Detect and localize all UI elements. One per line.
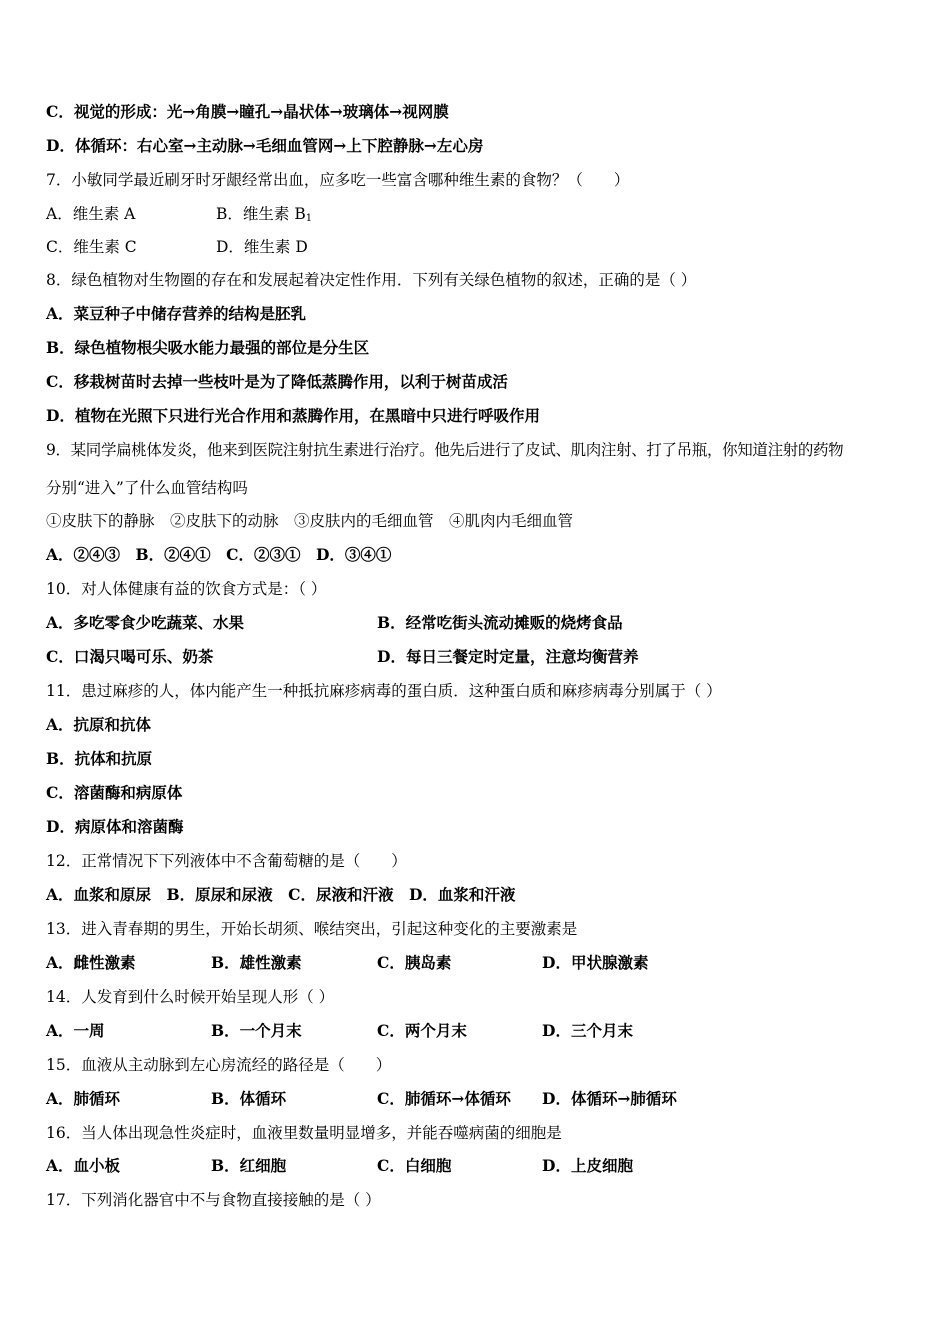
q10-option-c: C．口渴只喝可乐、奶茶 — [46, 647, 214, 666]
q10-option-d: D．每日三餐定时定量，注意均衡营养 — [377, 647, 639, 666]
q7-option-d: D．维生素 D — [216, 238, 308, 256]
q7-option-b-text: B．维生素 B — [216, 205, 306, 223]
q13-option-c: C．胰岛素 — [377, 953, 452, 972]
q15-stem: 15．血液从主动脉到左心房流经的路径是（ ） — [46, 1056, 392, 1074]
q7-option-a: A．维生素 A — [46, 205, 136, 223]
q11-option-d: D．病原体和溶菌酶 — [46, 817, 184, 836]
q14-option-b: B．一个月末 — [211, 1021, 302, 1040]
q13-stem: 13．进入青春期的男生，开始长胡须、喉结突出，引起这种变化的主要激素是 — [46, 920, 578, 938]
q12-stem: 12．正常情况下下列液体中不含葡萄糖的是（ ） — [46, 852, 407, 870]
q8-option-a: A．菜豆种子中储存营养的结构是胚乳 — [46, 304, 307, 323]
q7-option-b-subscript: 1 — [305, 213, 313, 224]
q14-stem: 14．人发育到什么时候开始呈现人形（ ） — [46, 988, 335, 1006]
q6-option-d: D．体循环：右心室→主动脉→毛细血管网→上下腔静脉→左心房 — [46, 136, 484, 155]
q15-option-a: A．肺循环 — [46, 1089, 121, 1108]
q8-option-c: C．移栽树苗时去掉一些枝叶是为了降低蒸腾作用，以利于树苗成活 — [46, 372, 508, 391]
q10-option-b: B．经常吃街头流动摊贩的烧烤食品 — [377, 613, 623, 632]
q11-option-c: C．溶菌酶和病原体 — [46, 783, 183, 802]
q11-option-b: B．抗体和抗原 — [46, 749, 153, 768]
q11-option-a: A．抗原和抗体 — [46, 715, 152, 734]
q9-stem-line2: 分别“进入”了什么血管结构吗 — [46, 479, 248, 497]
q13-option-d: D．甲状腺激素 — [542, 953, 649, 972]
q10-option-a: A．多吃零食少吃蔬菜、水果 — [46, 613, 245, 632]
q15-option-b: B．体循环 — [211, 1089, 287, 1108]
q16-stem: 16．当人体出现急性炎症时，血液里数量明显增多，并能吞噬病菌的细胞是 — [46, 1124, 562, 1142]
q8-option-d: D．植物在光照下只进行光合作用和蒸腾作用，在黑暗中只进行呼吸作用 — [46, 406, 540, 425]
q7-stem: 7．小敏同学最近刷牙时牙龈经常出血，应多吃一些富含哪种维生素的食物？（ ） — [46, 171, 630, 189]
q12-options: A．血浆和原尿 B．原尿和尿液 C．尿液和汗液 D．血浆和汗液 — [46, 885, 516, 904]
q16-option-d: D．上皮细胞 — [542, 1156, 633, 1175]
q9-options: A．②④③ B．②④① C．②③① D．③④① — [46, 545, 392, 564]
q16-option-c: C．白细胞 — [377, 1156, 452, 1175]
q7-option-b — [216, 202, 312, 231]
q13-option-a: A．雌性激素 — [46, 953, 136, 972]
q8-option-b: B．绿色植物根尖吸水能力最强的部位是分生区 — [46, 338, 370, 357]
q7-option-c: C．维生素 C — [46, 238, 137, 256]
q9-items: ①皮肤下的静脉 ②皮肤下的动脉 ③皮肤内的毛细血管 ④肌肉内毛细血管 — [46, 512, 574, 530]
q17-stem: 17．下列消化器官中不与食物直接接触的是（ ） — [46, 1191, 381, 1209]
q14-option-c: C．两个月末 — [377, 1021, 467, 1040]
q16-option-b: B．红细胞 — [211, 1156, 287, 1175]
q13-option-b: B．雄性激素 — [211, 953, 302, 972]
q6-option-c: C．视觉的形成：光→角膜→瞳孔→晶状体→玻璃体→视网膜 — [46, 102, 449, 121]
q8-stem: 8．绿色植物对生物圈的存在和发展起着决定性作用．下列有关绿色植物的叙述，正确的是（ ） — [46, 271, 697, 289]
q10-stem: 10．对人体健康有益的饮食方式是：（ ） — [46, 580, 327, 598]
q15-option-c: C．肺循环→体循环 — [377, 1089, 511, 1108]
q15-option-d: D．体循环→肺循环 — [542, 1089, 677, 1108]
q14-option-d: D．三个月末 — [542, 1021, 633, 1040]
q11-stem: 11．患过麻疹的人，体内能产生一种抵抗麻疹病毒的蛋白质．这种蛋白质和麻疹病毒分别属于（ ） — [46, 682, 722, 700]
q9-stem-line1: 9．某同学扁桃体发炎，他来到医院注射抗生素进行治疗。他先后进行了皮试、肌肉注射、打了吊瓶，你知道注射的药物 — [46, 441, 844, 459]
q14-option-a: A．一周 — [46, 1021, 105, 1040]
q16-option-a: A．血小板 — [46, 1156, 121, 1175]
